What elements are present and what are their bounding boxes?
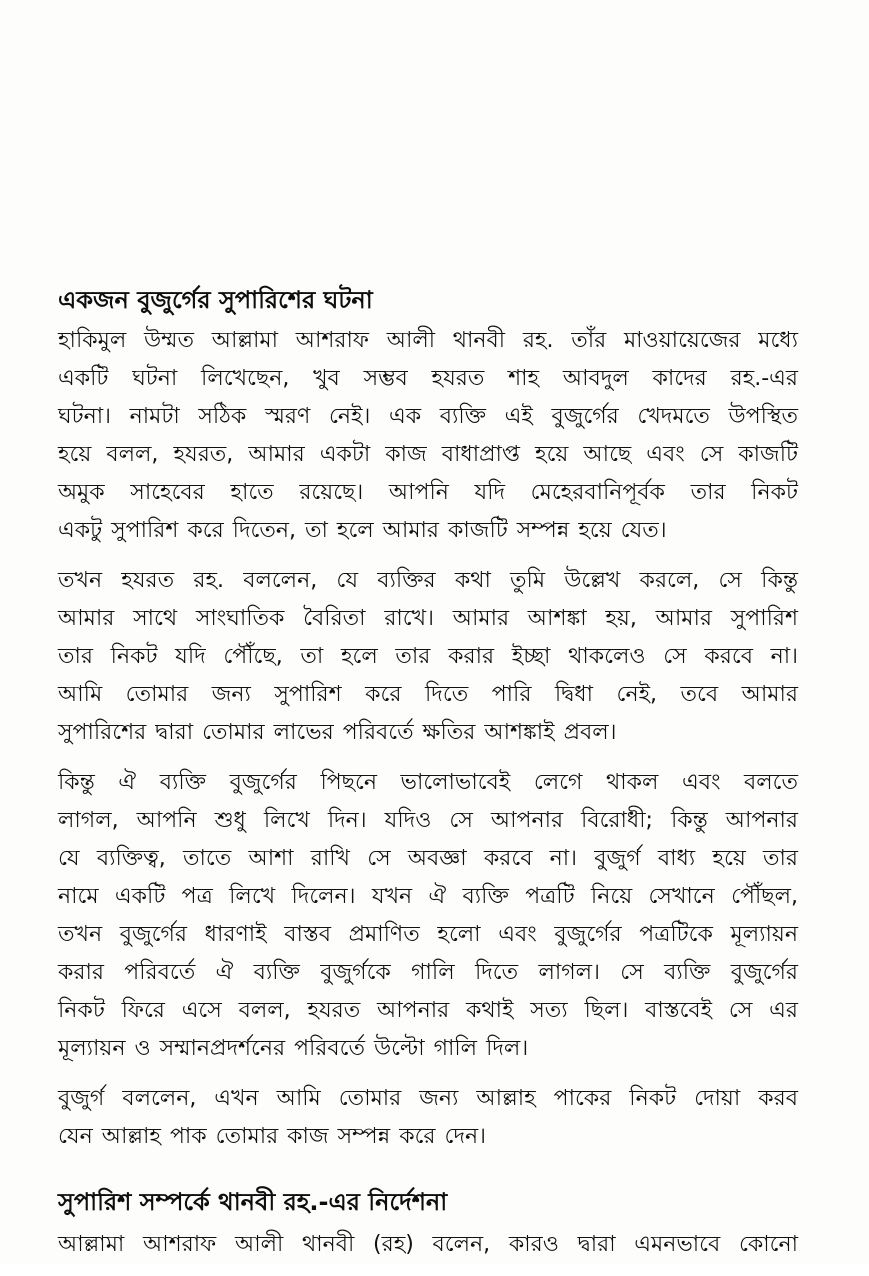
text-line: লাগল, আপনি শুধু লিখে দিন। যদিও সে আপনার বিরোধী; কিন্তু আপনার [58,808,798,833]
text-line: যেন আল্লাহ পাক তোমার কাজ সম্পন্ন করে দেন। [58,1124,486,1149]
text-line: একটু সুপারিশ করে দিতেন, তা হলে আমার কাজটি সম্পন্ন হয়ে যেত। [58,518,667,543]
text-line: আমি তোমার জন্য সুপারিশ করে দিতে পারি দ্বিধা নেই, তবে আমার [58,682,798,707]
text-line: অমুক সাহেবের হাতে রয়েছে। আপনি যদি মেহেরবানিপূর্বক তার নিকট [58,480,798,505]
paragraph-4 [58,1080,798,1156]
text-line: হয়ে বলল, হযরত, আমার একটা কাজ বাধাপ্রাপ্ত হয়ে আছে এবং সে কাজটি [58,442,798,467]
text-line: মূল্যায়ন ও সম্মানপ্রদর্শনের পরিবর্তে উল্টো গালি দিল। [58,1036,529,1061]
text-line: আল্লামা আশরাফ আলী থানবী (রহ) বলেন, কারও দ্বারা এমনভাবে কোনো [58,1232,798,1257]
text-line: আমার সাথে সাংঘাতিক বৈরিতা রাখে। আমার আশঙ্কা হয়, আমার সুপারিশ [58,606,798,631]
text-line: কিন্তু ঐ ব্যক্তি বুজুর্গের পিছনে ভালোভাবেই লেগে থাকল এবং বলতে [58,770,798,795]
text-line: তখন বুজুর্গের ধারণাই বাস্তব প্রমাণিত হলো এবং বুজুর্গের পত্রটিকে মূল্যায়ন [58,922,798,947]
text-line: বুজুর্গ বললেন, এখন আমি তোমার জন্য আল্লাহ পাকের নিকট দোয়া করব [58,1086,798,1111]
text-line: ঘটনা। নামটা সঠিক স্মরণ নেই। এক ব্যক্তি এই বুজুর্গের খেদমতে উপস্থিত [58,404,798,429]
text-line: তার নিকট যদি পৌঁছে, তা হলে তার করার ইচ্ছা থাকলেও সে করবে না। [58,644,798,669]
section-heading-1: একজন বুজুর্গের সুপারিশের ঘটনা [58,286,373,314]
paragraph-1 [58,322,798,550]
text-line: করার পরিবর্তে ঐ ব্যক্তি বুজুর্গকে গালি দিতে লাগল। সে ব্যক্তি বুজুর্গের [58,960,798,985]
text-line: তখন হযরত রহ. বললেন, যে ব্যক্তির কথা তুমি উল্লেখ করলে, সে কিন্তু [58,568,798,593]
text-line: নিকট ফিরে এসে বলল, হযরত আপনার কথাই সত্য ছিল। বাস্তবেই সে এর [58,998,798,1023]
paragraph-2 [58,562,798,752]
page-content [58,282,798,1276]
text-line: একটি ঘটনা লিখেছেন, খুব সম্ভব হযরত শাহ আবদুল কাদের রহ.-এর [58,366,798,391]
text-line: সুপারিশের দ্বারা তোমার লাভের পরিবর্তে ক্ষতির আশঙ্কাই প্রবল। [58,720,617,745]
section-heading-2: সুপারিশ সম্পর্কে থানবী রহ.-এর নির্দেশনা [58,1188,448,1216]
paragraph-3 [58,764,798,1068]
paragraph-5 [58,1226,798,1264]
text-line: নামে একটি পত্র লিখে দিলেন। যখন ঐ ব্যক্তি পত্রটি নিয়ে সেখানে পৌঁছল, [58,884,798,909]
text-line: যে ব্যক্তিত্ব, তাতে আশা রাখি সে অবজ্ঞা করবে না। বুজুর্গ বাধ্য হয়ে তার [58,846,798,871]
text-line: হাকিমুল উম্মত আল্লামা আশরাফ আলী থানবী রহ. তাঁর মাওয়ায়েজের মধ্যে [58,328,798,353]
